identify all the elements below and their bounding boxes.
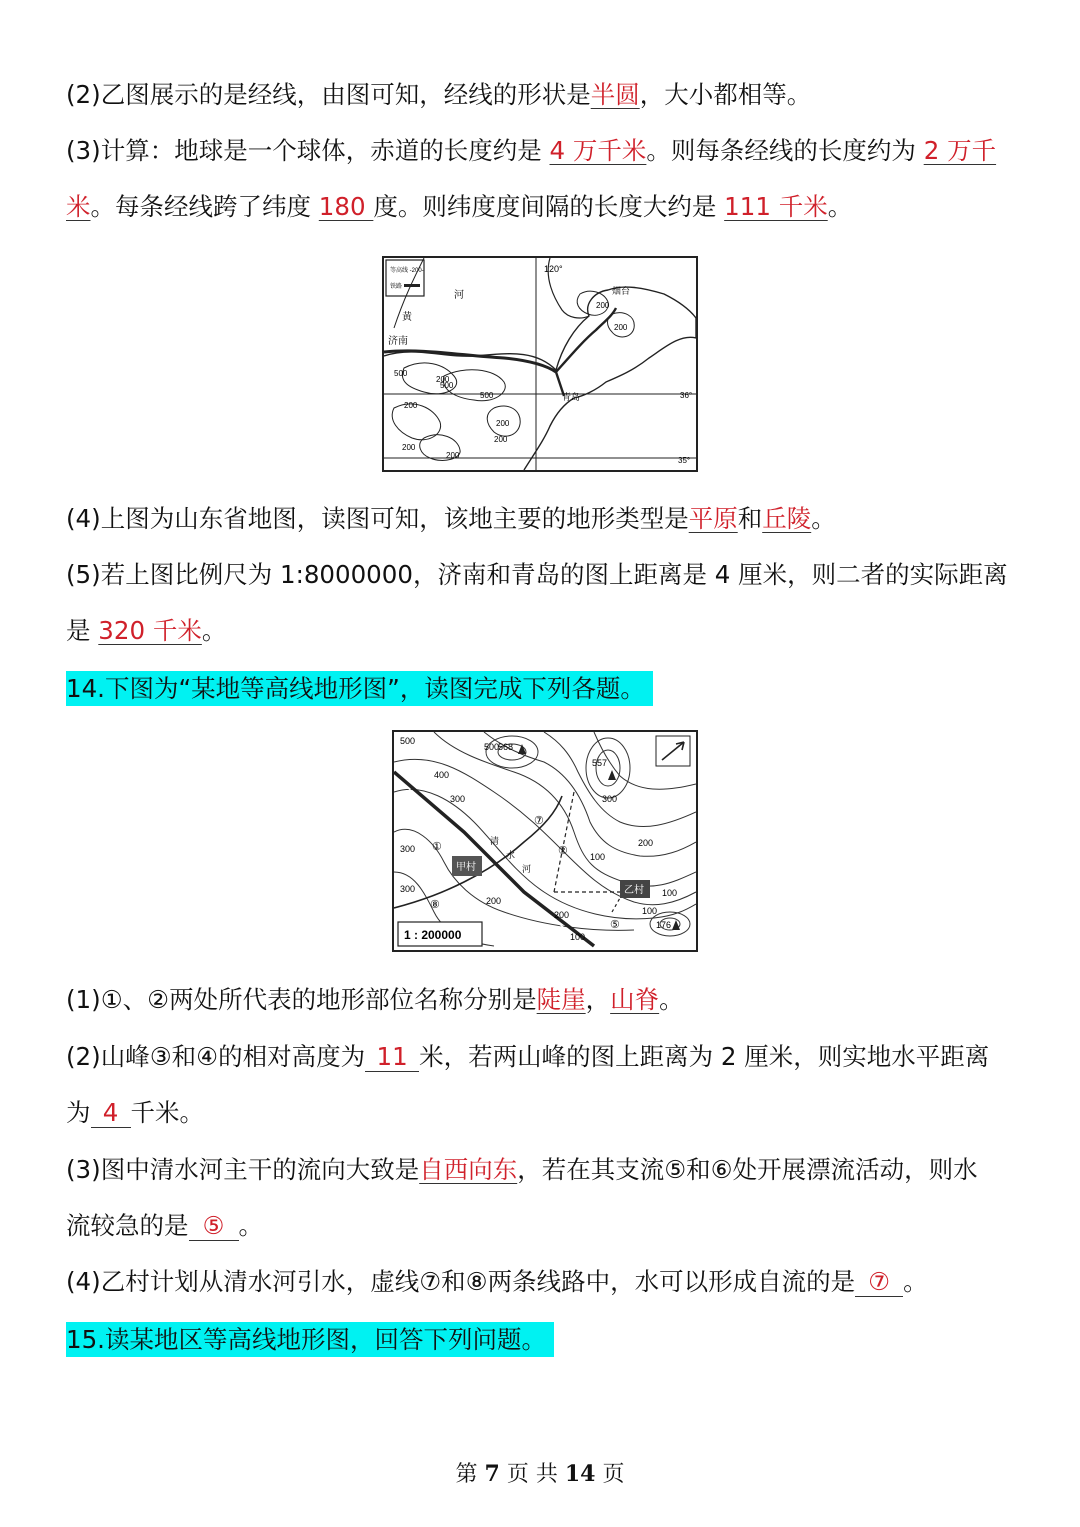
answer-blank: 4 <box>91 1099 131 1128</box>
contour-label: 200 <box>402 443 416 452</box>
contour-label: 200 <box>596 301 610 310</box>
answer: 陡崖 <box>536 985 586 1014</box>
q15-heading: 15.读某地区等高线地形图，回答下列问题。 <box>66 1323 554 1357</box>
q14-part2-line2: 为 4 千米。 <box>66 1098 204 1127</box>
answer: 平原 <box>688 504 738 533</box>
contour-label: 100 <box>590 852 606 862</box>
answer: 米 <box>66 192 91 221</box>
peak-elevation: 176 <box>656 920 672 930</box>
contour-label: 200 <box>638 838 654 848</box>
scale-label: 1 : 200000 <box>404 928 462 942</box>
map-legend <box>386 260 424 296</box>
river-label: 河 <box>454 290 464 301</box>
contour-label: 200 <box>404 401 418 410</box>
city-label: 烟台 <box>612 286 631 296</box>
city-label: 济南 <box>388 336 408 347</box>
river-label: 河 <box>522 864 532 874</box>
marker-label: ② <box>558 845 568 857</box>
contour-label: 200 <box>436 375 450 384</box>
river-label: 黄 <box>402 312 412 323</box>
total-pages: 14 <box>564 1461 596 1487</box>
latitude-label: 35° <box>678 456 691 465</box>
answer: 320 千米 <box>98 616 202 645</box>
peak-triangle-icon <box>608 770 616 780</box>
page-footer: 第 7 页 共 14 页 <box>455 1461 625 1487</box>
marker-label: ① <box>432 841 442 853</box>
contour-label: 100 <box>570 932 586 942</box>
answer: 自西向东 <box>419 1155 518 1184</box>
answer: 111 千米 <box>724 192 828 221</box>
contour-label: 100 <box>662 888 678 898</box>
answer-blank: ⑤ <box>189 1212 239 1241</box>
q13-part5-line2: 是 320 千米。 <box>66 616 227 645</box>
q13-part4: (4)上图为山东省地图，读图可知，该地主要的地形类型是平原和丘陵。 <box>66 504 836 533</box>
answer: 2 万千 <box>923 136 997 165</box>
answer-blank: ⑦ <box>855 1268 903 1297</box>
marker-label: ⑤ <box>610 919 620 931</box>
river-label: 清 <box>490 836 500 846</box>
answer-blank: 11 <box>365 1043 419 1072</box>
answer: 4 万千米 <box>549 136 647 165</box>
shandong-map <box>382 256 698 472</box>
answer: 180 <box>318 192 374 221</box>
peak-elevation: 568 <box>498 742 514 752</box>
q13-part2: (2)乙图展示的是经线，由图可知，经线的形状是半圆，大小都相等。 <box>66 80 812 109</box>
answer: 丘陵 <box>762 504 812 533</box>
river-label: 水 <box>506 850 516 860</box>
legend-railway: 铁路 <box>390 284 403 290</box>
current-page: 7 <box>484 1461 500 1487</box>
contour-label: 200 <box>486 896 502 906</box>
village-label: 乙村 <box>624 885 644 896</box>
q14-part2-line1: (2)山峰③和④的相对高度为 11 米，若两山峰的图上距离为 2 厘米，则实地水平距离 <box>66 1042 990 1071</box>
contour-label: 200 <box>554 910 570 920</box>
contour-label: 500 <box>480 391 494 400</box>
contour-label: 500 <box>484 742 500 752</box>
latitude-label: 36° <box>680 391 693 400</box>
contour-map <box>392 730 698 952</box>
contour-label: 300 <box>400 844 416 854</box>
contour-label: 300 <box>602 794 618 804</box>
q13-part3-line1: (3)计算：地球是一个球体，赤道的长度约是 4 万千米。则每条经线的长度约为 2 万千 <box>66 136 997 165</box>
marker-label: ⑧ <box>430 899 440 911</box>
contour-label: 200 <box>614 323 628 332</box>
q14-part1: (1)①、②两处所代表的地形部位名称分别是陡崖，山脊。 <box>66 985 684 1014</box>
contour-label: 200 <box>494 435 508 444</box>
city-label: 青岛 <box>562 392 581 402</box>
contour-label: 500 <box>394 369 408 378</box>
legend-contour: 等高线 -200- <box>390 268 424 274</box>
longitude-label: 120° <box>544 264 563 274</box>
contour-label: 200 <box>446 451 460 460</box>
q14-heading: 14.下图为“某地等高线地形图”，读图完成下列各题。 <box>66 672 653 706</box>
contour-label: 400 <box>434 770 450 780</box>
contour-label: 300 <box>400 884 416 894</box>
contour-label: 300 <box>450 794 466 804</box>
contour-label: 500 <box>400 736 416 746</box>
peak-elevation: 557 <box>592 758 608 768</box>
answer: 山脊 <box>610 985 660 1014</box>
village-label: 甲村 <box>456 862 476 873</box>
q14-part4: (4)乙村计划从清水河引水，虚线⑦和⑧两条线路中，水可以形成自流的是 ⑦ 。 <box>66 1267 928 1296</box>
answer: 半圆 <box>590 80 640 109</box>
q14-part3-line2: 流较急的是 ⑤ 。 <box>66 1211 263 1240</box>
q13-part5-line1: (5)若上图比例尺为 1:8000000，济南和青岛的图上距离是 4 厘米，则二者的实际距离 <box>66 560 1008 589</box>
marker-label: ⑦ <box>534 815 544 827</box>
contour-label: 100 <box>642 906 658 916</box>
contour-label: 200 <box>496 419 510 428</box>
q13-part3-line2: 米。每条经线跨了纬度 180 度。则纬度度间隔的长度大约是 111 千米。 <box>66 192 853 221</box>
contour-label: 500 <box>440 381 454 390</box>
q14-part3-line1: (3)图中清水河主干的流向大致是自西向东，若在其支流⑤和⑥处开展漂流活动，则水 <box>66 1155 978 1184</box>
